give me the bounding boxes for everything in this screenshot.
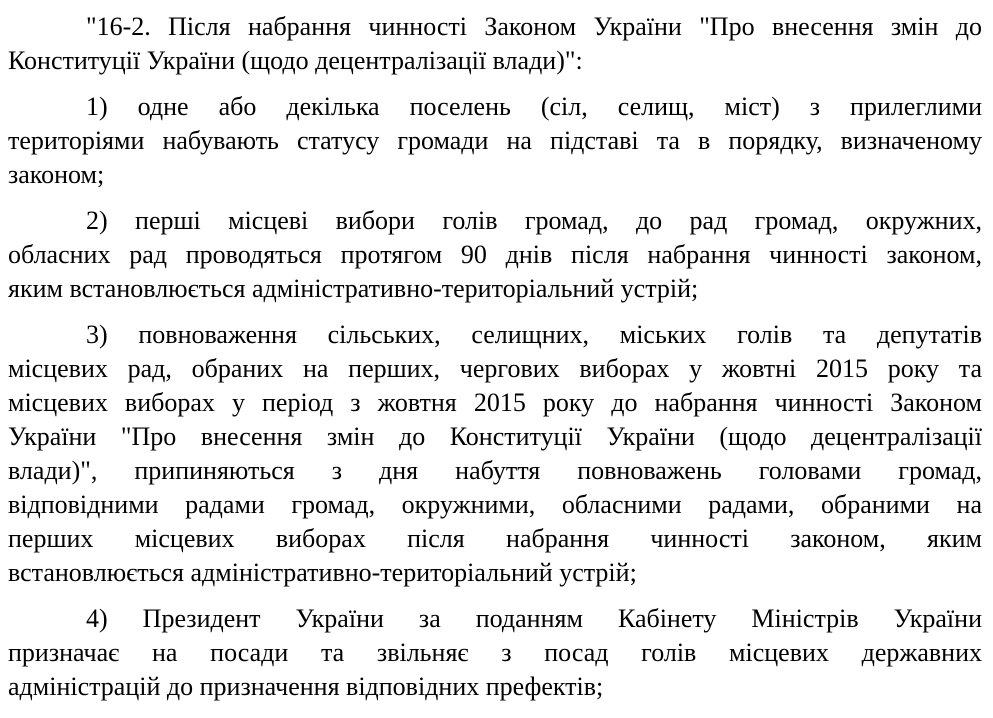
text-line: адміністрацій до призначення відповідних префектів; — [8, 672, 604, 701]
text-line: 1) одне або декілька поселень (сіл, селищ, міст) з прилеглими — [86, 92, 982, 121]
text-line: законом; — [8, 160, 105, 189]
text-line: місцевих рад, обраних на перших, чергових виборах у жовтні 2015 року та — [8, 354, 982, 383]
text-line: місцевих виборах у період з жовтня 2015 року до набрання чинності Законом — [8, 388, 982, 417]
paragraph — [8, 90, 982, 192]
text-line: Конституції України (щодо децентралізації влади)": — [8, 46, 583, 75]
text-line: України "Про внесення змін до Конституції України (щодо децентралізації — [8, 422, 982, 451]
paragraph — [8, 10, 982, 78]
paragraph — [8, 602, 982, 704]
text-line: "16-2. Після набрання чинності Законом України "Про внесення змін до — [86, 12, 982, 41]
paragraph — [8, 318, 982, 590]
text-line: обласних рад проводяться протягом 90 днів після набрання чинності законом, — [8, 240, 982, 269]
text-line: встановлюється адміністративно-територіальний устрій; — [8, 558, 637, 587]
text-line: призначає на посади та звільняє з посад голів місцевих державних — [8, 638, 982, 667]
paragraph — [8, 204, 982, 306]
text-line: територіями набувають статусу громади на підставі та в порядку, визначеному — [8, 126, 982, 155]
text-line: яким встановлюється адміністративно-територіальний устрій; — [8, 274, 699, 303]
document-body — [8, 10, 982, 716]
text-line: влади)", припиняються з дня набуття повноважень головами громад, — [8, 456, 982, 485]
text-line: 2) перші місцеві вибори голів громад, до рад громад, окружних, — [86, 206, 982, 235]
text-line: 4) Президент України за поданням Кабінету Міністрів України — [86, 604, 982, 633]
text-line: відповідними радами громад, окружними, обласними радами, обраними на — [8, 490, 982, 519]
text-line: 3) повноваження сільських, селищних, міських голів та депутатів — [86, 320, 982, 349]
text-line: перших місцевих виборах після набрання чинності законом, яким — [8, 524, 982, 553]
